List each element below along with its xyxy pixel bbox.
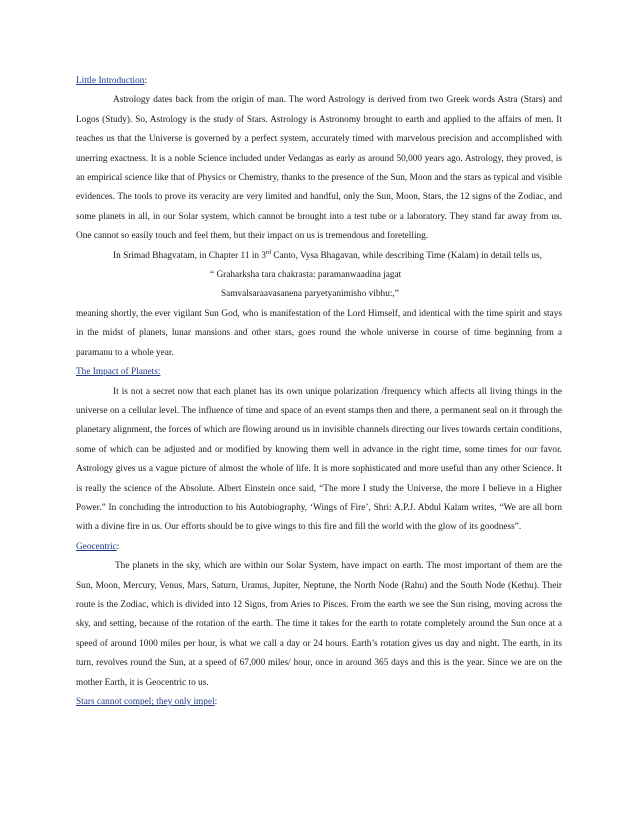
sanskrit-quote-line-2: Samvalsaraavasanena paryetyanimisho vibhu:,” — [221, 289, 399, 300]
ordinal-superscript: rd — [266, 249, 272, 256]
impact-heading-line — [76, 363, 562, 382]
intro-paragraph-2-start: In Srimad Bhagvatam, in Chapter 11 in 3 — [113, 250, 267, 261]
stars-heading-colon: : — [214, 697, 218, 707]
document-body — [76, 72, 562, 712]
geocentric-heading-line — [76, 538, 562, 557]
intro-paragraph-1: Astrology dates back from the origin of man. The word Astrology is derived from two Greek words Astra (Stars) and Logos (Study). So, Astrology is the study of Stars. Astrology is Astronomy brought to earth and applied to the affairs of men. It teaches us that the Universe is governed by a perfect system, accurately timed with marvelous precision and accomplished with unerring exactness. It is a noble Science included under Vedangas as early as around 50,000 years ago. Astrology, they proved, is an empirical science like that of Physics or Chemistry, thanks to the presence of the Sun, Moon and the stars as typical and visible evidences. The tools to prove its veracity are very limited and handful, only the Sun, Moon, Stars, the 12 signs of the Zodiac, and some planets in all, in our Solar system, which cannot be brought into a test tube or a laboratory. They stand far away from us. One cannot so easily touch and feel them, but their impact on us is tremendous and foretelling. — [76, 95, 562, 242]
intro-heading-line — [76, 72, 562, 91]
impact-heading: The Impact of Planets: — [76, 367, 161, 378]
geocentric-heading-colon: : — [116, 541, 120, 552]
stars-heading: Stars cannot compel; they only impel — [76, 697, 215, 707]
intro-heading: Little Introduction — [76, 76, 145, 86]
intro-paragraph-2-end: Canto, Vysa Bhagavan, while describing Time (Kalam) in detail tells us, — [271, 250, 542, 261]
stars-heading-line — [76, 693, 562, 712]
geocentric-heading: Geocentric — [76, 541, 117, 552]
intro-paragraph-3: meaning shortly, the ever vigilant Sun God, who is manifestation of the Lord Himself, and identical with the time spirit and stays in the midst of planets, lunar mansions and other stars, goes round the whole universe in course of time beginning from a paramanu to a whole year. — [76, 308, 562, 358]
intro-heading-colon: : — [144, 76, 148, 86]
sanskrit-quote-line-1: “ Graharksha tara chakrasta: paramanwaadina jagat — [210, 270, 402, 281]
intro-paragraph-2 — [76, 247, 562, 266]
impact-paragraph: It is not a secret now that each planet has its own unique polarization /frequency which affects all living things in the universe on a cellular level. The influence of time and space of an event stamps then and there, a permanent seal on it through the planetary alignment, the forces of which are flowing around us in invisible channels directing our lives towards certain conditions, some of which can be adjusted and or modified by knowing them well in advance in the right time, some times for our favor. Astrology gives us a vague picture of almost the whole of life. It is more sophisticated and more useful than any other Science. It is really the science of the Absolute. Albert Einstein once said, “The more I study the Universe, the more I believe in a Higher Power.” In concluding the introduction to his Autobiography, ‘Wings of Fire’, Shri: A.P.J. Abdul Kalam writes, “We are all born with a divine fire in us. Our efforts should be to give wings to this fire and fill the world with the glow of its goodness”. — [76, 386, 562, 533]
geocentric-paragraph: The planets in the sky, which are within our Solar System, have impact on earth. The most important of them are the Sun, Moon, Mercury, Venus, Mars, Saturn, Uranus, Jupiter, Neptune, the North Node (Rahu) and the South Node (Kethu). Their route is the Zodiac, which is divided into 12 Signs, from Aries to Pisces. From the earth we see the Sun rising, moving across the sky, and setting, because of the rotation of the earth. The time it takes for the earth to rotate completely around the Sun once at a speed of around 1000 miles per hour, is what we call a day or 24 hours. Earth’s rotation gives us day and night. The earth, in its turn, revolves round the Sun, at a speed of 67,000 miles/ hour, once in around 365 days and this is the year. Since we are on the mother Earth, it is Geocentric to us. — [76, 561, 562, 688]
